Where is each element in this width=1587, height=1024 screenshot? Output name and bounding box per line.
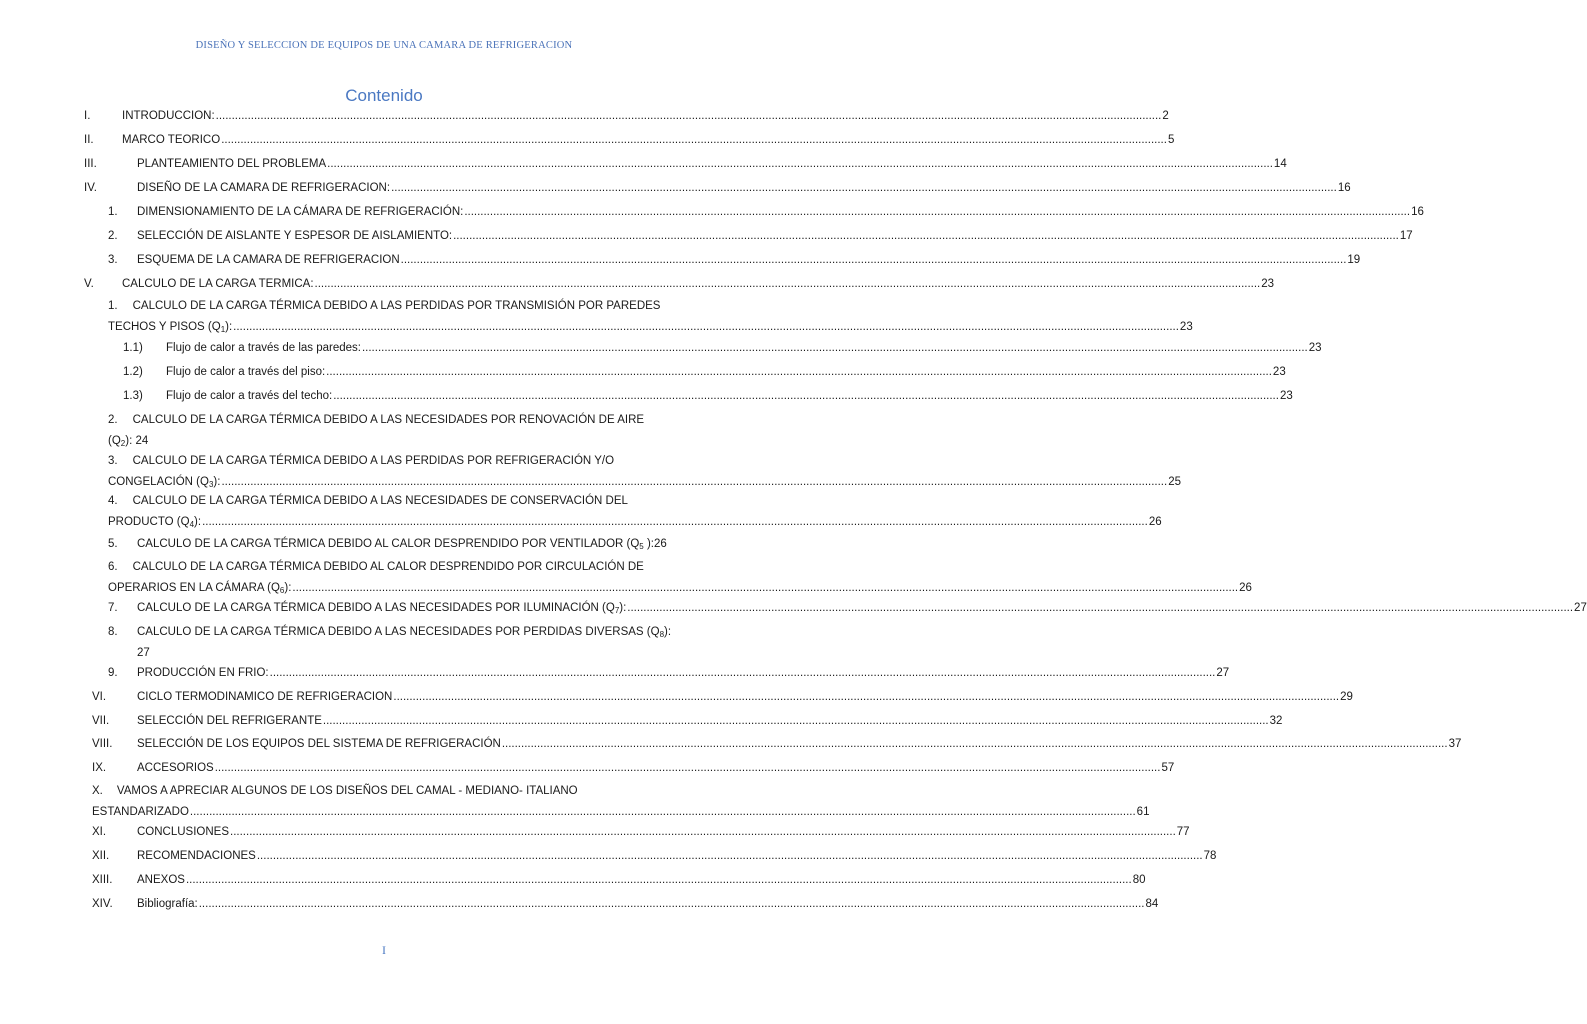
toc-entry-conclusiones[interactable] bbox=[92, 822, 1190, 843]
toc-entry-page: 26 bbox=[1148, 516, 1162, 528]
leader-dots bbox=[391, 178, 1337, 199]
leader-dots bbox=[453, 226, 1399, 247]
toc-entry-number: VIII. bbox=[92, 738, 113, 750]
toc-entry-produccion-frio[interactable] bbox=[108, 663, 1230, 684]
toc-entry-label: ACCESORIOS bbox=[137, 762, 214, 774]
toc-entry-number: 3. bbox=[108, 254, 118, 266]
toc-entry-label-end: ): bbox=[619, 602, 627, 614]
toc-entry-label: CICLO TERMODINAMICO DE REFRIGERACION bbox=[137, 691, 393, 703]
toc-entry-number: I. bbox=[84, 110, 91, 122]
toc-entry-number: 1. bbox=[108, 206, 118, 218]
leader-dots bbox=[362, 338, 1308, 359]
toc-entry-page: 37 bbox=[1448, 738, 1462, 750]
toc-entry-label: CALCULO DE LA CARGA TÉRMICA DEBIDO AL CALOR DESPRENDIDO POR CIRCULACIÓN DE bbox=[132, 561, 644, 573]
toc-entry-label-cont: PRODUCTO (Q bbox=[108, 516, 190, 528]
toc-entry-page: 25 bbox=[1168, 476, 1181, 488]
toc-entry-page: 16 bbox=[1337, 182, 1351, 194]
toc-entry-number: XII. bbox=[92, 850, 110, 862]
toc-entry-label: INTRODUCCION: bbox=[122, 110, 215, 122]
leader-dots bbox=[190, 802, 1136, 823]
leader-dots bbox=[230, 822, 1176, 843]
toc-entry-aislante[interactable] bbox=[108, 226, 1413, 247]
leader-dots bbox=[216, 106, 1162, 127]
leader-dots bbox=[233, 317, 1179, 338]
leader-dots bbox=[199, 894, 1145, 915]
toc-entry-page: 14 bbox=[1273, 158, 1287, 170]
toc-entry-number: 2. bbox=[108, 230, 118, 242]
toc-entry-page: 16 bbox=[1411, 206, 1424, 218]
toc-entry-label: CALCULO DE LA CARGA TÉRMICA DEBIDO A LAS NECESIDADES DE CONSERVACIÓN DEL bbox=[132, 495, 628, 507]
toc-entry-page: 26 bbox=[653, 538, 667, 550]
toc-entry-page: 2 bbox=[1162, 110, 1169, 122]
toc-entry-number: V. bbox=[84, 278, 94, 290]
toc-entry-dimensionamiento[interactable] bbox=[108, 202, 1424, 223]
leader-dots bbox=[327, 154, 1273, 175]
toc-entry-label: VAMOS A APRECIAR ALGUNOS DE LOS DISEÑOS DEL CAMAL - MEDIANO- ITALIANO bbox=[116, 785, 578, 797]
subscript: 1 bbox=[220, 325, 226, 334]
toc-entry-number: X. bbox=[92, 785, 103, 797]
leader-dots bbox=[186, 870, 1132, 891]
toc-entry-accesorios[interactable] bbox=[92, 758, 1175, 779]
toc-entry-page: 57 bbox=[1161, 762, 1175, 774]
toc-entry-carga-termica[interactable] bbox=[84, 274, 1275, 295]
toc-title: Contenido bbox=[345, 86, 423, 105]
leader-dots bbox=[315, 274, 1261, 295]
leader-dots bbox=[221, 472, 1167, 493]
toc-entry-label: DIMENSIONAMIENTO DE LA CÁMARA DE REFRIGERACIÓN: bbox=[137, 206, 464, 218]
leader-dots bbox=[393, 687, 1339, 708]
toc-entry-number: 8. bbox=[108, 626, 118, 638]
subscript: 7 bbox=[614, 606, 620, 615]
toc-entry-label-end: ): bbox=[664, 626, 672, 638]
leader-dots bbox=[202, 512, 1148, 533]
toc-entry-number: 3. bbox=[108, 455, 118, 467]
leader-dots bbox=[502, 734, 1448, 755]
subscript: 6 bbox=[279, 586, 285, 595]
toc-entry-label: RECOMENDACIONES bbox=[137, 850, 256, 862]
toc-entry-carga-transmision[interactable] bbox=[108, 296, 1193, 338]
toc-entry-label: DISEÑO DE LA CAMARA DE REFRIGERACION: bbox=[137, 182, 391, 194]
toc-entry-label: CALCULO DE LA CARGA TÉRMICA DEBIDO A LAS PERDIDAS POR REFRIGERACIÓN Y/O bbox=[132, 455, 615, 467]
toc-entry-number: 1.3) bbox=[123, 390, 143, 402]
leader-dots bbox=[401, 250, 1347, 271]
toc-entry-label: PRODUCCIÓN EN FRIO: bbox=[137, 667, 269, 679]
toc-entry-bibliografia[interactable] bbox=[92, 894, 1159, 915]
toc-entry-number: 2. bbox=[108, 414, 118, 426]
toc-entry-page: 61 bbox=[1136, 806, 1150, 818]
toc-entry-label: Flujo de calor a través del techo: bbox=[166, 390, 333, 402]
toc-entry-recomendaciones[interactable] bbox=[92, 846, 1217, 867]
toc-entry-number: IV. bbox=[84, 182, 98, 194]
toc-entry-page: 80 bbox=[1132, 874, 1146, 886]
toc-entry-diseno-camara[interactable] bbox=[84, 178, 1351, 199]
toc-entry-number: II. bbox=[84, 134, 94, 146]
toc-entry-number: XI. bbox=[92, 826, 107, 838]
toc-entry-label-end: ): bbox=[225, 321, 233, 333]
toc-entry-label: CALCULO DE LA CARGA TÉRMICA DEBIDO A LAS NECESIDADES POR PERDIDAS DIVERSAS (Q bbox=[137, 626, 660, 638]
toc-entry-label-cont: OPERARIOS EN LA CÁMARA (Q bbox=[108, 582, 280, 594]
subscript: 4 bbox=[189, 520, 195, 529]
toc-entry-label: Flujo de calor a través de las paredes: bbox=[166, 342, 361, 354]
toc-entry-page: 23 bbox=[1272, 366, 1286, 378]
leader-dots bbox=[333, 386, 1279, 407]
toc-entry-operarios[interactable] bbox=[108, 557, 1252, 599]
toc-entry-renovacion-aire[interactable] bbox=[108, 410, 675, 452]
toc-entry-page: 23 bbox=[1308, 342, 1322, 354]
toc-entry-page: 27 bbox=[1216, 667, 1230, 679]
subscript: 3 bbox=[208, 480, 214, 489]
toc-entry-number: IX. bbox=[92, 762, 107, 774]
leader-dots bbox=[627, 598, 1573, 619]
toc-entry-number: VII. bbox=[92, 715, 110, 727]
toc-entry-number: VI. bbox=[92, 691, 107, 703]
toc-entry-refrigerante[interactable] bbox=[92, 711, 1283, 732]
toc-entry-conservacion-producto[interactable] bbox=[108, 491, 1162, 533]
toc-entry-label-end: ): bbox=[643, 538, 654, 550]
toc-entry-label-end: ): bbox=[213, 476, 221, 488]
toc-entry-label: Flujo de calor a través del piso: bbox=[166, 366, 326, 378]
toc-entry-label-cont: (Q bbox=[108, 435, 121, 447]
toc-entry-label-cont: CONGELACIÓN (Q bbox=[108, 476, 209, 488]
leader-dots bbox=[257, 846, 1203, 867]
toc-entry-esquema[interactable] bbox=[108, 250, 1361, 271]
toc-entry-label: CALCULO DE LA CARGA TÉRMICA DEBIDO A LAS PERDIDAS POR TRANSMISIÓN POR PAREDES bbox=[132, 300, 661, 312]
toc-entry-marco-teorico[interactable] bbox=[84, 130, 1175, 151]
toc-entry-label: CONCLUSIONES bbox=[137, 826, 230, 838]
toc-entry-label: ESQUEMA DE LA CAMARA DE REFRIGERACION bbox=[137, 254, 400, 266]
toc-entry-disenos-camal[interactable] bbox=[92, 781, 1150, 823]
page-number: I bbox=[382, 943, 386, 957]
subscript: 2 bbox=[120, 439, 126, 448]
toc-entry-label: MARCO TEORICO bbox=[122, 134, 221, 146]
toc-entry-page: 29 bbox=[1340, 691, 1353, 703]
leader-dots bbox=[464, 202, 1410, 223]
toc-entry-page: 77 bbox=[1176, 826, 1190, 838]
toc-entry-refrigeracion-congelacion[interactable] bbox=[108, 451, 1181, 493]
toc-entry-number: 9. bbox=[108, 667, 118, 679]
subscript: 5 bbox=[639, 542, 644, 551]
toc-entry-number: 1. bbox=[108, 300, 118, 312]
toc-entry-page: 32 bbox=[1269, 715, 1283, 727]
toc-entry-number: III. bbox=[84, 158, 97, 170]
toc-entry-number: 4. bbox=[108, 495, 118, 507]
leader-dots bbox=[221, 130, 1167, 151]
toc-entry-iluminacion[interactable] bbox=[108, 598, 1587, 619]
toc-entry-label: Bibliografía: bbox=[137, 898, 198, 910]
toc-entry-flujo-paredes[interactable] bbox=[123, 338, 1322, 359]
toc-entry-number: 1.2) bbox=[123, 366, 143, 378]
toc-entry-label-end: ): bbox=[194, 516, 202, 528]
toc-entry-label: CALCULO DE LA CARGA TÉRMICA DEBIDO A LAS NECESIDADES POR ILUMINACIÓN (Q bbox=[137, 602, 615, 614]
toc-entry-ciclo[interactable] bbox=[92, 687, 1353, 708]
toc-entry-ventilador[interactable] bbox=[108, 534, 675, 555]
toc-entry-label: CALCULO DE LA CARGA TÉRMICA DEBIDO AL CALOR DESPRENDIDO POR VENTILADOR (Q bbox=[137, 538, 640, 550]
leader-dots bbox=[292, 578, 1238, 599]
toc-entry-page: 17 bbox=[1399, 230, 1413, 242]
toc-entry-label: ANEXOS bbox=[137, 874, 185, 886]
toc-entry-equipos[interactable] bbox=[92, 734, 1462, 755]
toc-entry-flujo-piso[interactable] bbox=[123, 362, 1286, 383]
toc-entry-number: 7. bbox=[108, 602, 118, 614]
toc-entry-perdidas-diversas[interactable] bbox=[108, 622, 675, 664]
toc-entry-label-cont: TECHOS Y PISOS (Q bbox=[108, 321, 221, 333]
toc-entry-number: 5. bbox=[108, 538, 118, 550]
toc-entry-page: 84 bbox=[1145, 898, 1159, 910]
toc-entry-label: SELECCIÓN DEL REFRIGERANTE bbox=[137, 715, 322, 727]
toc-entry-number: XIV. bbox=[92, 898, 113, 910]
toc-entry-page: 5 bbox=[1167, 134, 1175, 146]
toc-entry-flujo-techo[interactable] bbox=[123, 386, 1293, 407]
toc-entry-planteamiento[interactable] bbox=[84, 154, 1287, 175]
toc-entry-label: CALCULO DE LA CARGA TERMICA: bbox=[122, 278, 314, 290]
toc-entry-page: 19 bbox=[1347, 254, 1361, 266]
toc-entry-label: SELECCIÓN DE LOS EQUIPOS DEL SISTEMA DE REFRIGERACIÓN bbox=[137, 738, 501, 750]
toc-entry-page: 23 bbox=[1279, 390, 1293, 402]
toc-entry-label: SELECCIÓN DE AISLANTE Y ESPESOR DE AISLAMIENTO: bbox=[137, 230, 453, 242]
toc-entry-page: 27 bbox=[137, 647, 150, 659]
toc-entry-number: 1.1) bbox=[123, 342, 143, 354]
toc-entry-label-cont: ESTANDARIZADO bbox=[92, 806, 189, 818]
leader-dots bbox=[215, 758, 1161, 779]
toc-entry-number: XIII. bbox=[92, 874, 113, 886]
toc-entry-label: CALCULO DE LA CARGA TÉRMICA DEBIDO A LAS NECESIDADES POR RENOVACIÓN DE AIRE bbox=[132, 414, 645, 426]
toc-entry-introduccion[interactable] bbox=[84, 106, 1169, 127]
toc-entry-page: 26 bbox=[1239, 582, 1252, 594]
leader-dots bbox=[323, 711, 1269, 732]
toc-entry-page: 78 bbox=[1203, 850, 1217, 862]
toc-entry-page: 27 bbox=[1574, 602, 1587, 614]
toc-entry-anexos[interactable] bbox=[92, 870, 1146, 891]
leader-dots bbox=[326, 362, 1272, 383]
toc-entry-page: 23 bbox=[1261, 278, 1275, 290]
toc-entry-label-end: ): 24 bbox=[125, 435, 149, 447]
toc-entry-page: 23 bbox=[1179, 321, 1193, 333]
subscript: 8 bbox=[659, 630, 665, 639]
running-header: DISEÑO Y SELECCION DE EQUIPOS DE UNA CAMARA DE REFRIGERACION bbox=[195, 40, 573, 51]
toc-entry-number: 6. bbox=[108, 561, 118, 573]
toc-entry-label-end: ): bbox=[284, 582, 292, 594]
toc-entry-label: PLANTEAMIENTO DEL PROBLEMA bbox=[137, 158, 327, 170]
leader-dots bbox=[270, 663, 1216, 684]
